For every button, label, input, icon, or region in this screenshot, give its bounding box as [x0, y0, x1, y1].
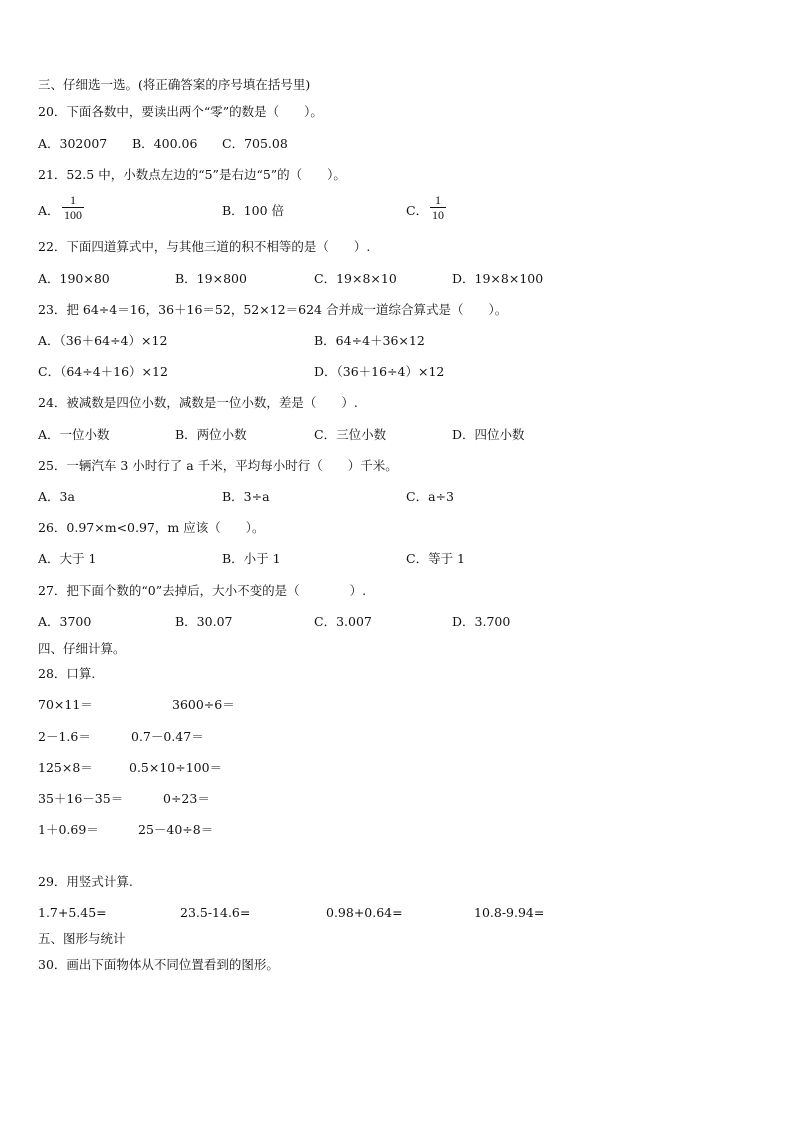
q23-option-d: D．（36＋16÷4）×12: [314, 364, 445, 379]
q28-item: 2－1.6＝: [38, 729, 91, 744]
q20-stem: 20．下面各数中，要读出两个“零”的数是（ ）。: [38, 104, 323, 119]
q25-option-c: C．a÷3: [406, 489, 454, 504]
q21-option-a-fraction: [62, 193, 84, 222]
q29-stem: 29．用竖式计算.: [38, 874, 133, 889]
q22-option-d: D．19×8×100: [452, 271, 544, 286]
q20-option-a: A．302007: [38, 136, 108, 151]
q29-item: 23.5-14.6=: [180, 905, 251, 920]
q28-item: 0.7－0.47＝: [131, 729, 204, 744]
q22-stem: 22．下面四道算式中，与其他三道的积不相等的是（ ）.: [38, 239, 371, 254]
q21-option-a-label: A．: [38, 203, 60, 218]
q22-option-b: B．19×800: [175, 271, 247, 286]
q22-option-a: A．190×80: [38, 271, 110, 286]
q28-item: 70×11＝: [38, 697, 93, 712]
fraction-numerator: 1: [435, 193, 441, 207]
q25-option-b: B．3÷a: [222, 489, 270, 504]
q20-option-b: B．400.06: [132, 136, 198, 151]
q23-stem: 23．把 64÷4＝16，36＋16＝52，52×12＝624 合并成一道综合算式是（ ）。: [38, 302, 508, 317]
fraction-numerator: 1: [70, 193, 76, 207]
q21-option-b: B．100 倍: [222, 203, 285, 218]
q23-option-c: C．（64÷4＋16）×12: [38, 364, 168, 379]
q28-item: 125×8＝: [38, 760, 93, 775]
q29-item: 10.8-9.94=: [474, 905, 545, 920]
q28-item: 35＋16－35＝: [38, 791, 124, 806]
q29-item: 1.7+5.45=: [38, 905, 107, 920]
q26-option-c: C．等于 1: [406, 551, 465, 566]
q27-option-a: A．3700: [38, 614, 92, 629]
section-3-heading: 三、仔细选一选。(将正确答案的序号填在括号里): [38, 77, 311, 92]
q30-stem: 30．画出下面物体从不同位置看到的图形。: [38, 957, 279, 972]
q27-stem: 27．把下面个数的“0”去掉后，大小不变的是（ ）.: [38, 583, 367, 598]
q27-option-c: C．3.007: [314, 614, 372, 629]
q26-option-b: B．小于 1: [222, 551, 281, 566]
q24-option-c: C．三位小数: [314, 427, 387, 442]
q24-option-a: A．一位小数: [38, 427, 110, 442]
q27-option-d: D．3.700: [452, 614, 511, 629]
q28-item: 0.5×10÷100＝: [129, 760, 223, 775]
q23-option-b: B．64÷4＋36×12: [314, 333, 425, 348]
q29-item: 0.98+0.64=: [326, 905, 403, 920]
q23-option-a: A．（36＋64÷4）×12: [38, 333, 168, 348]
q26-option-a: A．大于 1: [38, 551, 97, 566]
q24-stem: 24．被减数是四位小数，减数是一位小数，差是（ ）.: [38, 395, 358, 410]
q27-option-b: B．30.07: [175, 614, 233, 629]
q28-item: 3600÷6＝: [172, 697, 235, 712]
q24-option-d: D．四位小数: [452, 427, 525, 442]
q25-option-a: A．3a: [38, 489, 75, 504]
q26-stem: 26．0.97×m<0.97，m 应该（ ）。: [38, 520, 265, 535]
q21-stem: 21．52.5 中，小数点左边的“5”是右边“5”的（ ）。: [38, 167, 346, 182]
fraction-denominator: 10: [432, 208, 444, 222]
q21-option-c-label: C．: [406, 203, 429, 218]
q28-item: 25－40÷8＝: [138, 822, 214, 837]
q28-item: 0÷23＝: [163, 791, 210, 806]
q28-stem: 28．口算.: [38, 666, 96, 681]
q25-stem: 25．一辆汽车 3 小时行了 a 千米，平均每小时行（ ）千米。: [38, 458, 398, 473]
q22-option-c: C．19×8×10: [314, 271, 397, 286]
fraction-denominator: 100: [64, 208, 82, 222]
q24-option-b: B．两位小数: [175, 427, 247, 442]
q21-option-c-fraction: [430, 193, 446, 222]
q20-option-c: C．705.08: [222, 136, 288, 151]
section-5-heading: 五、图形与统计: [38, 931, 126, 946]
q28-item: 1＋0.69＝: [38, 822, 99, 837]
section-4-heading: 四、仔细计算。: [38, 641, 126, 656]
